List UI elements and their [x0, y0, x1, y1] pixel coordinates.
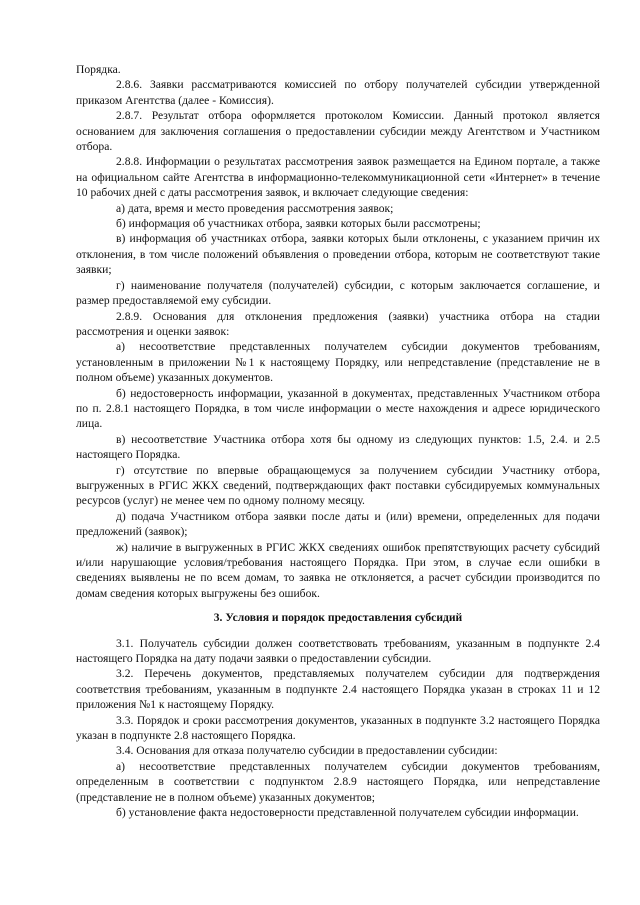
paragraph: ж) наличие в выгруженных в РГИС ЖКХ сведениях ошибок препятствующих расчету субсидий и/или нарушающие условия/требования настоящего Порядка. При этом, в случае если ошибки в сведениях выявлены не по всем домам, то заявка не отклоняется, а расчет субсидии производится по домам сведения которых выгружены без ошибок.	[76, 540, 600, 600]
paragraph: б) установление факта недостоверности представленной получателем субсидии информации.	[116, 806, 579, 820]
paragraph: в) несоответствие Участника отбора хотя бы одному из следующих пунктов: 1.5, 2.4. и 2.5 настоящего Порядка.	[76, 432, 600, 462]
paragraph: б) информация об участниках отбора, заявки которых были рассмотрены;	[116, 217, 481, 231]
paragraph: Порядка.	[76, 63, 121, 76]
paragraph: 2.8.6. Заявки рассматриваются комиссией по отбору получателей субсидии утвержденной приказом Агентства (далее - Комиссия).	[76, 78, 600, 107]
section-heading: 3. Условия и порядок предоставления субсидий	[213, 611, 463, 625]
paragraph: 3.1. Получатель субсидии должен соответствовать требованиям, указанным в подпункте 2.4 настоящего Порядка на дату подачи заявки о предоставлении субсидии.	[76, 636, 600, 666]
paragraph: 2.8.9. Основания для отклонения предложения (заявки) участника отбора на стадии рассмотрения и оценки заявок:	[76, 309, 600, 338]
paragraph: а) дата, время и место проведения рассмотрения заявок;	[116, 201, 394, 215]
paragraphs-bottom	[76, 636, 600, 821]
paragraph: а) несоответствие представленных получателем субсидии документов требованиям, установленным в приложении №1 к настоящему Порядку, или непредставление (представление не в полном объеме) указанных документов.	[76, 340, 600, 385]
paragraph: 2.8.8. Информации о результатах рассмотрения заявок размещается на Едином портале, а также на официальном сайте Агентства в информационно-телекоммуникационной сети «Интернет» в течение 10 рабочих дней с даты рассмотрения заявок, и включает следующие сведения:	[76, 155, 600, 200]
paragraph: 3.2. Перечень документов, представляемых получателем субсидии для подтверждения соответствия требованиям, указанным в подпункте 2.4 настоящего Порядка указан в строках 11 и 12 приложения №1 к настоящему Порядку.	[76, 667, 600, 712]
paragraph: д) подача Участником отбора заявки после даты и (или) времени, определенных для подачи предложений (заявок);	[76, 509, 600, 539]
paragraph: г) отсутствие по впервые обращающемуся за получением субсидии Участнику отбора, выгруженных в РГИС ЖКХ сведений, подтверждающих факт поставки субсидируемых коммунальных ресурсов (услуг) не менее чем по одному полному месяцу.	[76, 463, 600, 508]
paragraph: 2.8.7. Результат отбора оформляется протоколом Комиссии. Данный протокол является основанием для заключения соглашения о предоставлении субсидии между Агентством и Участником отбора.	[76, 109, 600, 154]
paragraph: б) недостоверность информации, указанной в документах, представленных Участником отбора по п. 2.8.1 настоящего Порядка, в том числе информации о месте нахождения и адресе юридического лица.	[76, 386, 600, 431]
paragraph: а) несоответствие представленных получателем субсидии документов требованиям, определенным в соответствии с подпунктом 2.8.9 настоящего Порядка, или непредставление (представление не в полном объеме) указанных документов;	[76, 759, 600, 804]
paragraph: 3.3. Порядок и сроки рассмотрения документов, указанных в подпункте 3.2 настоящего Порядка указан в подпункте 2.8 настоящего Порядка.	[76, 713, 600, 743]
paragraph: в) информация об участниках отбора, заявки которых были отклонены, с указанием причин их отклонения, в том числе положений объявления о проведении отбора, которым не соответствуют такие заявки;	[76, 232, 600, 277]
paragraph: 3.4. Основания для отказа получателю субсидии в предоставлении субсидии:	[116, 744, 498, 758]
paragraphs-top	[76, 62, 600, 601]
paragraph: г) наименование получателя (получателей) субсидии, с которым заключается соглашение, и размер предоставляемой ему субсидии.	[76, 278, 600, 308]
